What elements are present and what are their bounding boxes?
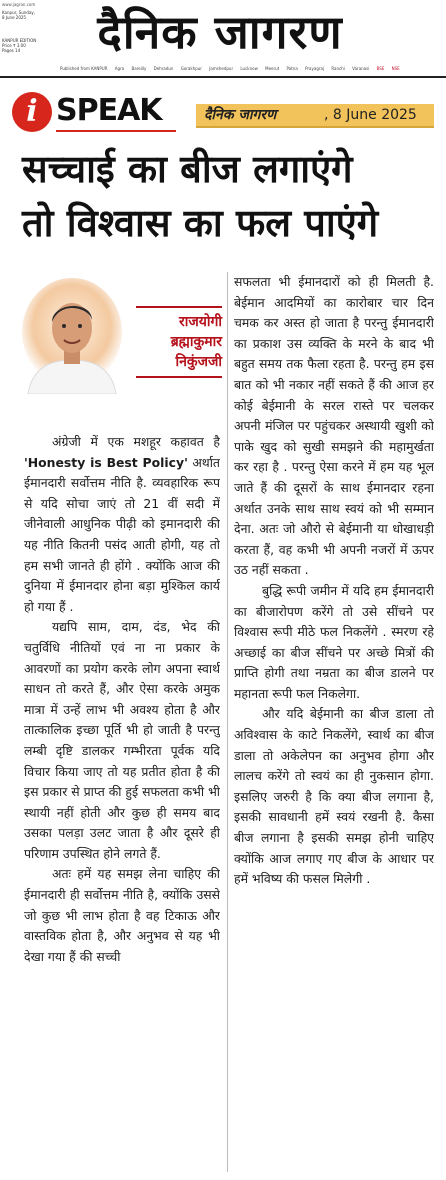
author-photo xyxy=(20,278,124,394)
article-column-left xyxy=(24,432,220,1174)
masthead xyxy=(0,0,446,78)
column-divider xyxy=(227,272,228,1172)
newspaper-logo: दैनिक जागरण xyxy=(97,5,343,59)
byline-rule-bottom xyxy=(136,376,222,378)
ispeak-i-icon: i xyxy=(12,92,52,132)
edition-bar: Published from KANPUR Agra Bareilly Dehradun Gorakhpur Jamshedpur Lucknow Meerut Patna Prayagraj Ranchi Varanasi BSE NSE xyxy=(60,66,400,71)
byline-rule-top xyxy=(136,306,222,308)
section-badge-word: SPEAK xyxy=(56,93,162,128)
paragraph-5: बुद्धि रूपी जमीन में यदि हम ईमानदारी का बीजारोपण करेंगे तो उसे सींचने पर विश्वास रूपी मीठे फल निकलेंगे . स्मरण रहे अच्छाई का बीज सींचने पर अच्छे मित्रों की प्राप्ति होगी तथा नम्रता का बीज डालने पर महानता रूपी फल निकलेगा. xyxy=(234,582,434,701)
dateline-rule xyxy=(196,126,434,128)
section-badge-underline xyxy=(56,130,176,132)
headline-line-2: तो विश्वास का फल पाएंगे xyxy=(22,201,379,245)
masthead-edition: KANPUR EDITION Price ₹ 3.00 Pages 14 xyxy=(2,38,37,53)
paragraph-4: सफलता भी ईमानदारों को ही मिलती है. बेईमान आदमियों का कारोबार चार दिन चमक कर अस्त हो जाता है परन्तु ईमानदारी का प्रकाश उस व्यक्ति के मरने के बाद भी बहुत समय तक फैला रहता है. परन्तु हम इस बात को भी नकार नहीं सकते हैं की आज हर कोई बेईमानी के सरल रास्ते पर चलकर अपनी मंजिल पर पहुंचकर अस्थायी खुशी को पाके खुद को सुखी समझने की महामुर्खता कर रहा है . परन्तु ऐसा करने में हम यह भूल जाते हैं की दूसरों के साथ ईमानदार रहना अर्थात उनके साथ साथ स्वयं को भी सम्मान देना. अतः जो औरो से बेईमानी या धोखाधड़ी करता हैं, वह कभी भी अपनी नजरों में ऊपर उठ नहीं सकता . xyxy=(234,274,434,578)
masthead-rule xyxy=(0,76,446,78)
author-byline: राजयोगी ब्रह्माकुमार निकुंजजी xyxy=(170,314,222,370)
headline xyxy=(22,142,436,250)
dateline-paper: दैनिक जागरण xyxy=(204,107,277,123)
paragraph-1: अंग्रेजी में एक मशहूर कहावत है 'Honesty is Best Policy' अर्थात ईमानदारी सर्वोत्तम नीति है. व्यवहारिक रूप से यदि सोचा जाएं तो 21 वीं सदी में जीनेवाली आधुनिक पीढ़ी को इमानदारी की यह नीति कितनी पसंद आती होगी, यह तो हम सभी जानते ही होंगे . क्योंकि आज की दुनिया में ईमानदार होना बड़ा मुश्किल कार्य हो गया हैं . xyxy=(24,434,220,614)
masthead-date: Kanpur, Sunday, 8 June 2025 xyxy=(2,10,36,20)
paragraph-3: अतः हमें यह समझ लेना चाहिए की ईमानदारी ही सर्वोत्तम नीति है, क्योंकि उससे जो कुछ भी लाभ होता है वह टिकाऊ और वास्तविक होता है, और अनुभव से यह भी देखा गया हैं की सच्ची xyxy=(24,866,220,964)
dateline-date: , 8 June 2025 xyxy=(324,107,417,123)
paragraph-6: और यदि बेईमानी का बीज डाला तो अविश्वास के काटे निकलेंगे, स्वार्थ का बीज डाला तो अकेलेपन का अनुभव होगा और लालच करेंगे तो स्वयं का ही नुकसान होगा. इसलिए जरुरी है कि क्या बीज लगाना है, इसकी सावधानी हमें स्वयं रखनी है. कैसा बीज लगाना है इसकी समझ होनी चाहिए क्योंकि आज लगाए गए बीज के आधार पर हमें भविष्य की फसल मिलेगी . xyxy=(234,706,434,887)
article-column-right xyxy=(234,272,434,1174)
headline-line-1: सच्चाई का बीज लगाएंगे xyxy=(22,147,353,191)
site-url: www.jagran.com xyxy=(2,2,36,7)
dateline-box xyxy=(196,104,434,126)
paragraph-2: यद्यपि साम, दाम, दंड, भेद की चतुर्विधि नीतियों एवं ना ना प्रकार के आवरणों का प्रयोग करके लोग अपना स्वार्थ साधन तो करते हैं, और ऐसा करके अमुक मात्रा में उन्हें लाभ भी अवश्य होता है और तात्कालिक इच्छा पूर्ति भी हो जाती है परन्तु लम्बी दृष्टि डालकर गम्भीरता पूर्वक यदि विचार किया जाए तो यह प्रतीत होता है की इस प्रकार से प्राप्त की हुई सफलता कभी भी स्थायी नहीं होती और कुछ ही समय बाद उसका पलड़ा उलट जाता है और दूसरे ही परिणाम उपस्थित होने लगते हैं. xyxy=(24,619,220,861)
